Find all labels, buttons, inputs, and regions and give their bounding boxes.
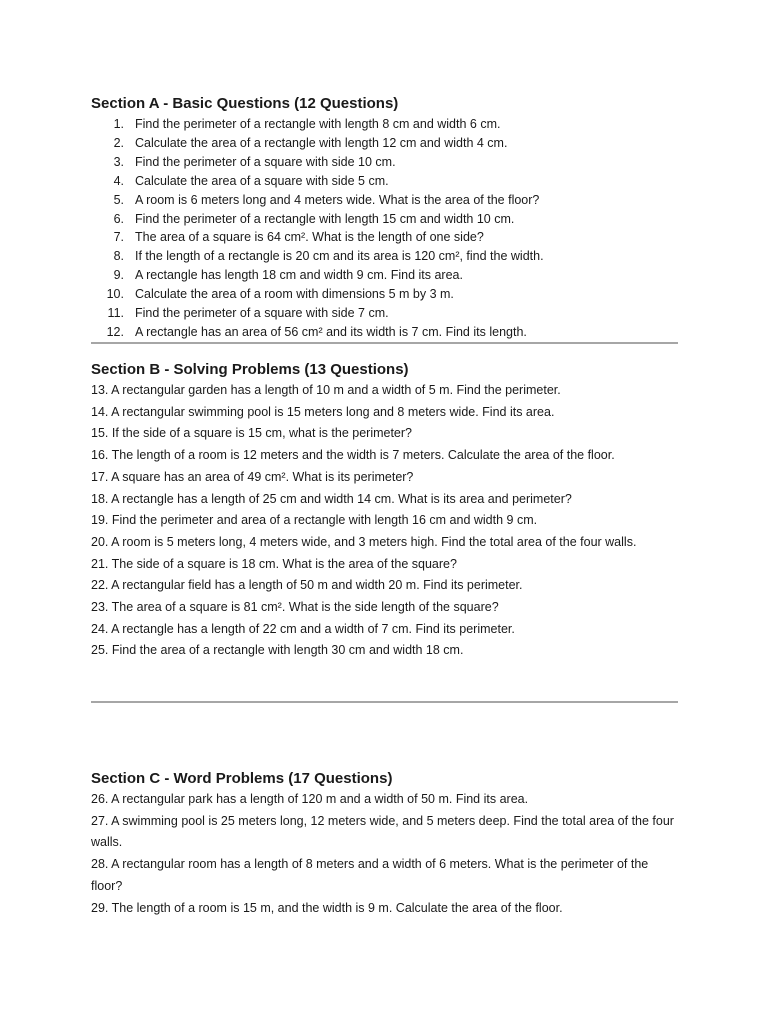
- list-item: 16. The length of a room is 12 meters and the width is 7 meters. Calculate the area of the floor.: [91, 448, 615, 463]
- list-item: [91, 228, 679, 247]
- item-text: Calculate the area of a square with side 5 cm.: [135, 173, 389, 188]
- item-text: A rectangle has length 18 cm and width 9 cm. Find its area.: [135, 268, 463, 283]
- list-item: [91, 304, 679, 323]
- list-item: [91, 266, 679, 285]
- item-text: If the length of a rectangle is 20 cm and its area is 120 cm², find the width.: [135, 249, 544, 264]
- item-text: A rectangle has an area of 56 cm² and its width is 7 cm. Find its length.: [135, 324, 527, 339]
- item-number: 9.: [113, 268, 124, 283]
- section-c-heading: Section C - Word Problems (17 Questions): [91, 770, 393, 787]
- item-text: Calculate the area of a room with dimensions 5 m by 3 m.: [135, 287, 454, 302]
- list-item: 26. A rectangular park has a length of 120 m and a width of 50 m. Find its area.: [91, 792, 529, 806]
- list-item: 14. A rectangular swimming pool is 15 meters long and 8 meters wide. Find its area.: [91, 404, 555, 419]
- section-a-heading: Section A - Basic Questions (12 Questions): [91, 95, 399, 112]
- section-divider: [91, 342, 678, 344]
- list-item: 24. A rectangle has a length of 22 cm and a width of 7 cm. Find its perimeter.: [91, 621, 515, 636]
- list-item: [91, 285, 679, 304]
- list-item: 13. A rectangular garden has a length of 10 m and a width of 5 m. Find the perimeter.: [91, 383, 561, 397]
- item-number: 12.: [106, 324, 124, 339]
- list-item: 29. The length of a room is 15 m, and the width is 9 m. Calculate the area of the floor.: [91, 900, 563, 915]
- list-item: 18. A rectangle has a length of 25 cm and width 14 cm. What is its area and perimeter?: [91, 491, 572, 506]
- section-a-list: [91, 115, 679, 342]
- section-b-list: [91, 380, 679, 662]
- section-a: [91, 94, 679, 342]
- list-item: [91, 172, 679, 191]
- item-text: Find the perimeter of a rectangle with length 8 cm and width 6 cm.: [135, 117, 501, 131]
- item-number: 1.: [113, 117, 124, 131]
- list-item: [91, 210, 679, 229]
- list-item: 28. A rectangular room has a length of 8 meters and a width of 6 meters. What is the perimeter of the floor?: [91, 857, 649, 893]
- list-item: 21. The side of a square is 18 cm. What is the area of the square?: [91, 556, 457, 571]
- list-item: [91, 247, 679, 266]
- item-number: 4.: [113, 173, 124, 188]
- list-item: 25. Find the area of a rectangle with length 30 cm and width 18 cm.: [91, 643, 464, 658]
- item-number: 10.: [106, 287, 124, 302]
- section-b: [91, 360, 679, 662]
- item-text: A room is 6 meters long and 4 meters wide. What is the area of the floor?: [135, 192, 540, 207]
- item-number: 8.: [113, 249, 124, 264]
- item-text: The area of a square is 64 cm². What is the length of one side?: [135, 230, 484, 245]
- item-text: Find the perimeter of a square with side 10 cm.: [135, 154, 396, 169]
- list-item: [91, 323, 679, 342]
- list-item: [91, 153, 679, 172]
- item-number: 2.: [113, 135, 124, 150]
- list-item: [91, 115, 679, 134]
- list-item: 20. A room is 5 meters long, 4 meters wide, and 3 meters high. Find the total area of the four walls.: [91, 534, 637, 549]
- item-number: 5.: [113, 192, 124, 207]
- list-item: 15. If the side of a square is 15 cm, what is the perimeter?: [91, 426, 412, 441]
- item-text: Find the perimeter of a square with side 7 cm.: [135, 306, 389, 321]
- section-c-list: [91, 789, 679, 919]
- list-item: [91, 191, 679, 210]
- item-number: 3.: [113, 154, 124, 169]
- list-item: 22. A rectangular field has a length of 50 m and width 20 m. Find its perimeter.: [91, 578, 523, 593]
- item-number: 7.: [113, 230, 124, 245]
- item-number: 11.: [107, 306, 124, 321]
- list-item: 27. A swimming pool is 25 meters long, 12 meters wide, and 5 meters deep. Find the total area of the four walls.: [91, 813, 674, 850]
- item-text: Calculate the area of a rectangle with length 12 cm and width 4 cm.: [135, 135, 508, 150]
- list-item: 23. The area of a square is 81 cm². What is the side length of the square?: [91, 600, 499, 615]
- list-item: 17. A square has an area of 49 cm². What is its perimeter?: [91, 469, 414, 484]
- section-b-heading: Section B - Solving Problems (13 Questions): [91, 361, 409, 378]
- item-number: 6.: [113, 211, 124, 226]
- item-text: Find the perimeter of a rectangle with length 15 cm and width 10 cm.: [135, 211, 515, 226]
- list-item: [91, 134, 679, 153]
- section-divider: [91, 701, 678, 703]
- list-item: 19. Find the perimeter and area of a rectangle with length 16 cm and width 9 cm.: [91, 513, 538, 528]
- section-c: [91, 769, 679, 919]
